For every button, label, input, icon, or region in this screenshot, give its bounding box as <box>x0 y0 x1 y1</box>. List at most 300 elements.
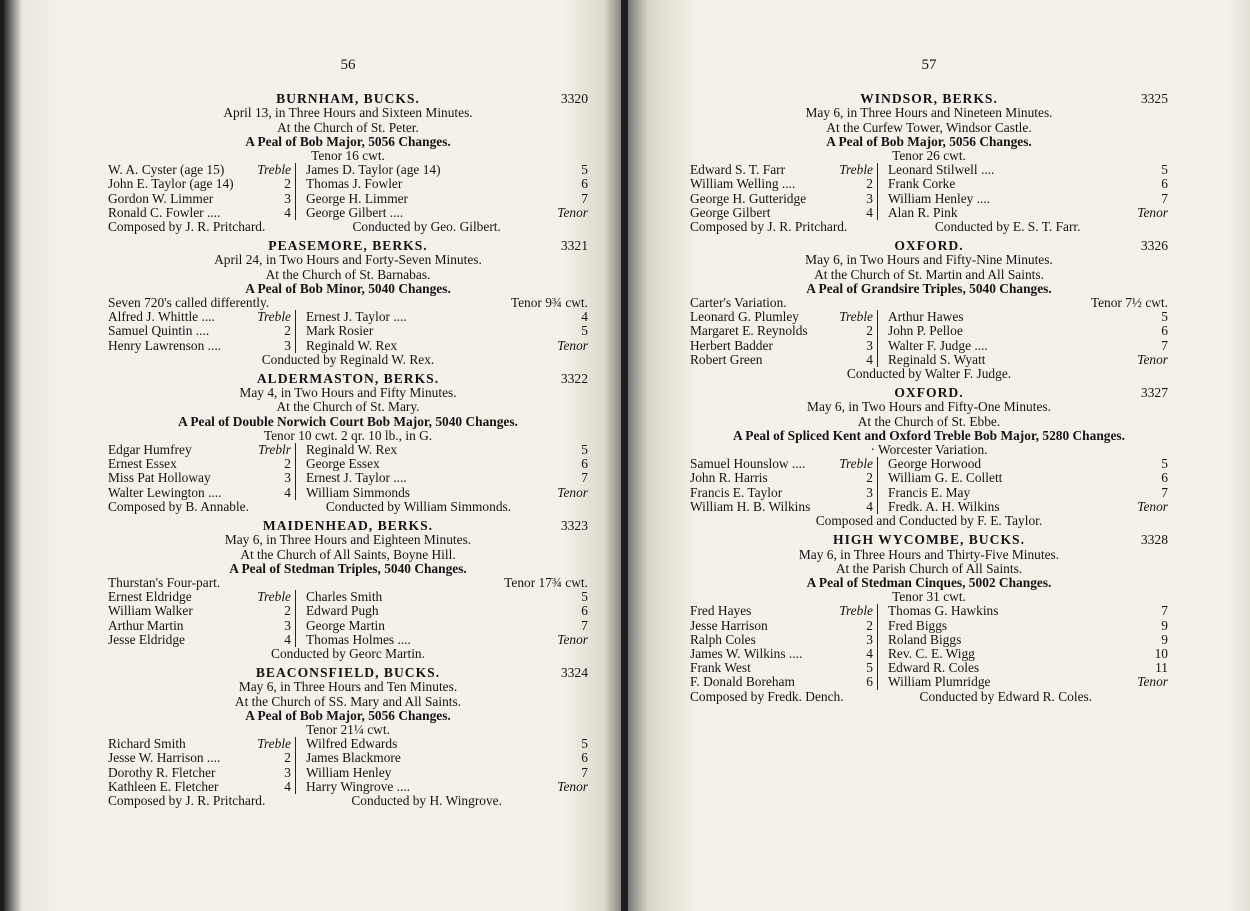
peal-number: 3320 <box>560 91 588 107</box>
ringer-name: George H. Gutteridge <box>690 190 807 206</box>
ringer-row <box>690 486 1168 500</box>
peal-detail-line: At the Church of St. Peter. <box>277 119 419 135</box>
bell-number <box>1038 471 1168 485</box>
bell-number <box>253 177 296 191</box>
ringer-name: Reginald S. Wyatt <box>888 351 986 367</box>
composed-by: Composed by B. Annable. <box>108 498 249 514</box>
tenor-line: Tenor 10 cwt. 2 qr. 10 lb., in G. <box>263 427 433 443</box>
bell-number <box>835 619 878 633</box>
ringer-name: Roland Biggs <box>888 631 962 647</box>
ringer-name: William Walker <box>108 603 193 619</box>
ringer-row <box>108 751 588 765</box>
bell-number <box>835 339 878 353</box>
peal-heading <box>690 92 1168 106</box>
ringer-name: Ernest Eldridge <box>108 589 192 605</box>
bell-label: 2 <box>866 470 873 486</box>
bell-label: Tenor <box>557 631 588 647</box>
bell-label: 2 <box>284 456 291 472</box>
peal-footer <box>108 500 588 514</box>
ringer-row <box>108 766 588 780</box>
bell-label: 4 <box>284 484 291 500</box>
peal-title: A Peal of Bob Major, 5056 Changes. <box>245 133 451 149</box>
bell-number <box>456 471 588 485</box>
bell-label: 3 <box>284 470 291 486</box>
ringer-row <box>690 633 1168 647</box>
ringers-table <box>108 737 588 794</box>
bell-label: 6 <box>581 176 588 192</box>
peal-title: A Peal of Bob Major, 5056 Changes. <box>826 133 1032 149</box>
ringer-row <box>108 471 588 485</box>
ringer-name: Samuel Quintin .... <box>108 323 210 339</box>
peal-place: BEACONSFIELD, BUCKS. <box>255 665 441 681</box>
bell-label: 10 <box>1154 645 1168 661</box>
peal-details <box>690 548 1168 576</box>
ringer-name: Wilfred Edwards <box>306 736 398 752</box>
ringer-row <box>108 590 588 604</box>
bell-number <box>1038 661 1168 675</box>
bell-label: 5 <box>866 660 873 676</box>
bell-label: Tenor <box>557 204 588 220</box>
ringers-table <box>108 310 588 353</box>
bell-label: 4 <box>284 631 291 647</box>
ringers-table <box>108 590 588 647</box>
bell-label: Tenor <box>1137 351 1168 367</box>
bell-label: 4 <box>866 351 873 367</box>
bell-label: Treblr <box>258 442 291 458</box>
ringer-name: Dorothy R. Fletcher <box>108 764 216 780</box>
ringer-row <box>690 604 1168 618</box>
ringer-name: George Gilbert .... <box>306 204 404 220</box>
bell-label: 5 <box>581 162 588 178</box>
peal-detail-line: At the Church of St. Mary. <box>276 399 420 415</box>
bell-label: 6 <box>581 750 588 766</box>
peal-detail-line: At the Curfew Tower, Windsor Castle. <box>826 119 1032 135</box>
bell-number <box>835 633 878 647</box>
composed-by: Composed by J. R. Pritchard. <box>108 792 266 808</box>
bell-label: 7 <box>581 470 588 486</box>
ringer-row <box>108 457 588 471</box>
bell-number <box>456 633 588 647</box>
bell-number <box>835 661 878 675</box>
ringer-name: Leonard G. Plumley <box>690 309 799 325</box>
bell-label: 3 <box>866 337 873 353</box>
ringer-row <box>108 633 588 647</box>
bell-label: 4 <box>866 204 873 220</box>
bell-number <box>1038 675 1168 689</box>
bell-number <box>1038 192 1168 206</box>
bell-label: Tenor <box>557 337 588 353</box>
bell-label: 4 <box>284 204 291 220</box>
ringers-table <box>690 163 1168 220</box>
bell-label: 6 <box>581 456 588 472</box>
peal-number: 3327 <box>1140 385 1168 401</box>
bell-label: Tenor <box>1137 498 1168 514</box>
bell-number <box>456 590 588 604</box>
peal-place: HIGH WYCOMBE, BUCKS. <box>833 532 1025 548</box>
peal-footer <box>108 647 588 661</box>
bell-number <box>835 471 878 485</box>
bell-label: 5 <box>1161 162 1168 178</box>
peal-detail-line: April 13, in Three Hours and Sixteen Minutes. <box>223 105 473 121</box>
bell-label: 3 <box>866 484 873 500</box>
bell-label: 6 <box>581 603 588 619</box>
bell-number <box>456 486 588 500</box>
peal-detail-line: May 6, in Three Hours and Thirty-Five Minutes. <box>798 546 1060 562</box>
bell-number <box>456 780 588 794</box>
bell-number <box>1038 324 1168 338</box>
bell-number <box>1038 486 1168 500</box>
ringer-name: Reginald W. Rex <box>306 337 398 353</box>
ringer-name: George H. Limmer <box>306 190 409 206</box>
peal-details <box>108 253 588 281</box>
bell-number <box>253 206 296 220</box>
method-note <box>690 296 1168 310</box>
ringer-row <box>108 780 588 794</box>
ringer-row <box>108 737 588 751</box>
peal-number: 3324 <box>560 665 588 681</box>
bell-number <box>835 457 878 471</box>
bell-label: 4 <box>866 645 873 661</box>
ringer-name: William Henley .... <box>888 190 991 206</box>
ringer-name: Miss Pat Holloway <box>108 470 211 486</box>
bell-number <box>253 590 296 604</box>
peal-detail-line: May 4, in Two Hours and Fifty Minutes. <box>239 385 457 401</box>
left-column <box>108 58 588 813</box>
peal-record <box>108 92 588 234</box>
ringer-row <box>108 339 588 353</box>
ringer-name: George Gilbert <box>690 204 771 220</box>
bell-number <box>456 443 588 457</box>
peal-footer <box>690 690 1168 704</box>
bell-number <box>1038 633 1168 647</box>
bell-label: 9 <box>1161 631 1168 647</box>
peal-number: 3325 <box>1140 91 1168 107</box>
bell-label: 2 <box>284 603 291 619</box>
tenor-line: Tenor 26 cwt. <box>892 148 966 164</box>
ringer-name: Jesse Eldridge <box>108 631 185 647</box>
ringer-name: Reginald W. Rex <box>306 442 398 458</box>
peal-details <box>108 386 588 414</box>
ringer-name: Kathleen E. Fletcher <box>108 778 219 794</box>
peal-heading <box>690 533 1168 547</box>
peal-details <box>690 400 1168 428</box>
ringer-name: Alan R. Pink <box>888 204 958 220</box>
conducted-by: Conducted by E. S. T. Farr. <box>934 219 1081 235</box>
bell-number <box>835 163 878 177</box>
bell-label: 4 <box>581 309 588 325</box>
conducted-by: Conducted by William Simmonds. <box>325 498 512 514</box>
conducted-by: Conducted by Reginald W. Rex. <box>261 351 435 367</box>
bell-label: 4 <box>284 778 291 794</box>
bell-number <box>835 604 878 618</box>
bell-label: 7 <box>1161 337 1168 353</box>
peal-detail-line: At the Church of SS. Mary and All Saints. <box>234 693 462 709</box>
peal-detail-line: May 6, in Three Hours and Nineteen Minutes. <box>805 105 1053 121</box>
ringer-name: Arthur Hawes <box>888 309 964 325</box>
ringer-name: James D. Taylor (age 14) <box>306 162 441 178</box>
bell-number <box>456 457 588 471</box>
bell-label: Tenor <box>557 778 588 794</box>
peal-record <box>690 92 1168 234</box>
conducted-by: Conducted by Geo. Gilbert. <box>352 219 501 235</box>
right-column <box>690 58 1168 709</box>
ringer-name: Thomas J. Fowler <box>306 176 403 192</box>
bell-number <box>253 310 296 324</box>
bell-number <box>456 324 588 338</box>
method-note-right: Tenor 7½ cwt. <box>1090 295 1168 311</box>
bell-number <box>835 192 878 206</box>
bell-number <box>835 647 878 661</box>
bell-number <box>253 192 296 206</box>
ringer-row <box>690 661 1168 675</box>
bell-label: 2 <box>284 176 291 192</box>
bell-number <box>456 737 588 751</box>
ringer-name: George Essex <box>306 456 380 472</box>
peal-heading <box>108 519 588 533</box>
peal-footer <box>690 514 1168 528</box>
peal-detail-line: At the Parish Church of All Saints. <box>835 560 1023 576</box>
ringer-name: Walter Lewington .... <box>108 484 222 500</box>
bell-number <box>835 675 878 689</box>
bell-label: 2 <box>284 323 291 339</box>
bell-number <box>253 443 296 457</box>
bell-label: 7 <box>1161 603 1168 619</box>
ringer-name: William Simmonds <box>306 484 410 500</box>
bell-number <box>253 737 296 751</box>
bell-number <box>835 500 878 514</box>
bell-number <box>253 339 296 353</box>
bell-label: 5 <box>581 323 588 339</box>
bell-number <box>456 177 588 191</box>
peal-record <box>108 666 588 808</box>
bell-label: 7 <box>581 190 588 206</box>
peal-details <box>108 106 588 134</box>
conducted-by: Conducted by Edward R. Coles. <box>919 688 1093 704</box>
ringer-name: Mark Rosier <box>306 323 374 339</box>
ringer-name: William G. E. Collett <box>888 470 1003 486</box>
bell-label: 3 <box>284 337 291 353</box>
peal-detail-line: May 6, in Two Hours and Fifty-Nine Minutes. <box>805 252 1053 268</box>
peal-heading <box>108 372 588 386</box>
ringer-name: Edward Pugh <box>306 603 379 619</box>
ringer-name: John E. Taylor (age 14) <box>108 176 234 192</box>
peal-detail-line: May 6, in Two Hours and Fifty-One Minutes. <box>807 399 1051 415</box>
tenor-line: Tenor 16 cwt. <box>311 148 385 164</box>
peal-place: BURNHAM, BUCKS. <box>276 91 420 107</box>
ringer-name: Samuel Hounslow .... <box>690 456 806 472</box>
peal-title: A Peal of Spliced Kent and Oxford Treble Bob Major, 5280 Changes. <box>733 427 1125 443</box>
ringer-name: Ralph Coles <box>690 631 756 647</box>
ringer-row <box>690 647 1168 661</box>
ringer-name: William Welling .... <box>690 176 796 192</box>
bell-label: 11 <box>1155 660 1168 676</box>
ringer-row <box>108 163 588 177</box>
ringer-name: Ernest J. Taylor .... <box>306 470 407 486</box>
peal-record <box>690 386 1168 528</box>
bell-label: Treble <box>257 589 291 605</box>
peal-record <box>690 239 1168 381</box>
ringer-row <box>108 604 588 618</box>
ringers-table <box>690 457 1168 514</box>
ringer-name: Arthur Martin <box>108 617 184 633</box>
peal-record <box>108 519 588 661</box>
peal-record <box>690 533 1168 703</box>
tenor-line: · Worcester Variation. <box>870 442 988 458</box>
ringer-name: Herbert Badder <box>690 337 773 353</box>
peal-detail-line: May 6, in Three Hours and Eighteen Minutes. <box>224 532 472 548</box>
method-note-right: Tenor 17¾ cwt. <box>504 574 588 590</box>
peal-title: A Peal of Grandsire Triples, 5040 Changes. <box>806 280 1052 296</box>
ringer-name: Richard Smith <box>108 736 186 752</box>
bell-label: 2 <box>866 617 873 633</box>
bell-label: Treble <box>257 736 291 752</box>
ringer-row <box>690 206 1168 220</box>
bell-number <box>456 766 588 780</box>
peal-detail-line: At the Church of All Saints, Boyne Hill. <box>240 546 456 562</box>
ringer-name: Henry Lawrenson .... <box>108 337 222 353</box>
bell-number <box>835 324 878 338</box>
bell-label: Treble <box>839 456 873 472</box>
bell-number <box>253 633 296 647</box>
bell-number <box>253 163 296 177</box>
peal-title: A Peal of Bob Minor, 5040 Changes. <box>245 280 451 296</box>
bell-label: 2 <box>284 750 291 766</box>
peal-number: 3321 <box>560 238 588 254</box>
ringer-row <box>690 177 1168 191</box>
bell-number <box>456 619 588 633</box>
ringer-name: William Henley <box>306 764 392 780</box>
ringer-name: George Horwood <box>888 456 982 472</box>
ringer-name: Walter F. Judge .... <box>888 337 988 353</box>
ringer-name: Fred Biggs <box>888 617 948 633</box>
page-number: 56 <box>340 57 356 73</box>
bell-label: 2 <box>866 323 873 339</box>
bell-number <box>253 780 296 794</box>
bell-number <box>253 751 296 765</box>
bell-number <box>253 486 296 500</box>
bell-number <box>253 766 296 780</box>
bell-label: 3 <box>866 190 873 206</box>
ringer-name: Margaret E. Reynolds <box>690 323 808 339</box>
bell-label: Treble <box>839 309 873 325</box>
peal-footer <box>108 353 588 367</box>
composed-by: Composed by J. R. Pritchard. <box>108 219 266 235</box>
ringer-row <box>108 443 588 457</box>
ringers-table <box>108 163 588 220</box>
bell-number <box>835 486 878 500</box>
bell-label: 3 <box>284 190 291 206</box>
bell-number <box>1038 177 1168 191</box>
bell-number <box>835 206 878 220</box>
ringer-name: Edward R. Coles <box>888 660 980 676</box>
ringers-table <box>690 604 1168 689</box>
bell-label: 7 <box>581 617 588 633</box>
peal-place: ALDERMASTON, BERKS. <box>256 371 440 387</box>
bell-number <box>1038 619 1168 633</box>
peal-heading <box>108 239 588 253</box>
ringer-row <box>690 353 1168 367</box>
ringer-name: Jesse W. Harrison .... <box>108 750 221 766</box>
peal-number: 3328 <box>1140 532 1168 548</box>
bell-number <box>835 353 878 367</box>
bell-number <box>456 751 588 765</box>
bell-label: Treble <box>257 309 291 325</box>
ringer-row <box>690 500 1168 514</box>
ringer-name: Francis E. Taylor <box>690 484 783 500</box>
peal-place: OXFORD. <box>894 238 964 254</box>
peal-place: PEASEMORE, BERKS. <box>268 238 428 254</box>
ringer-row <box>108 192 588 206</box>
ringer-name: Frank West <box>690 660 751 676</box>
peal-heading <box>690 239 1168 253</box>
left-page <box>4 0 621 911</box>
bell-label: Tenor <box>1137 204 1168 220</box>
ringer-name: James Blackmore <box>306 750 401 766</box>
bell-number <box>1038 353 1168 367</box>
page-number: 57 <box>921 57 937 73</box>
peal-details <box>108 680 588 708</box>
ringer-row <box>108 486 588 500</box>
ringer-row <box>108 310 588 324</box>
bell-label: Treble <box>839 603 873 619</box>
peal-footer <box>108 220 588 234</box>
bell-label: 5 <box>1161 456 1168 472</box>
method-note <box>108 296 588 310</box>
bell-number <box>1038 457 1168 471</box>
ringer-name: William Plumridge <box>888 674 991 690</box>
tenor-line: Tenor 21¼ cwt. <box>306 721 390 737</box>
bell-label: 5 <box>581 736 588 752</box>
bell-number <box>456 604 588 618</box>
peal-footer <box>108 794 588 808</box>
right-peal-list <box>690 92 1168 704</box>
conducted-by: Conducted by Walter F. Judge. <box>846 366 1012 382</box>
bell-label: 9 <box>1161 617 1168 633</box>
ringer-name: Charles Smith <box>306 589 383 605</box>
bell-number <box>1038 339 1168 353</box>
ringer-name: John R. Harris <box>690 470 768 486</box>
bell-label: 3 <box>284 764 291 780</box>
ringer-name: Edgar Humfrey <box>108 442 192 458</box>
peal-heading <box>690 386 1168 400</box>
method-note-left: Carter's Variation. <box>690 295 787 311</box>
bell-label: Treble <box>257 162 291 178</box>
ringer-name: Ernest Essex <box>108 456 177 472</box>
bell-number <box>1038 206 1168 220</box>
ringer-row <box>108 619 588 633</box>
peal-details <box>690 106 1168 134</box>
peal-footer <box>690 367 1168 381</box>
ringer-name: Jesse Harrison <box>690 617 768 633</box>
ringer-name: William H. B. Wilkins <box>690 498 811 514</box>
ringer-name: Rev. C. E. Wigg <box>888 645 975 661</box>
ringer-row <box>690 163 1168 177</box>
ringer-name: F. Donald Boreham <box>690 674 795 690</box>
bell-number <box>456 192 588 206</box>
ringer-name: Fredk. A. H. Wilkins <box>888 498 1000 514</box>
ringer-name: George Martin <box>306 617 385 633</box>
peal-detail-line: April 24, in Two Hours and Forty-Seven Minutes. <box>214 252 482 268</box>
peal-title: A Peal of Stedman Triples, 5040 Changes. <box>229 560 467 576</box>
bell-number <box>456 339 588 353</box>
ringer-row <box>690 675 1168 689</box>
ringers-table <box>108 443 588 500</box>
ringer-row <box>690 324 1168 338</box>
right-page <box>628 0 1250 911</box>
bell-number <box>456 163 588 177</box>
peal-title: A Peal of Bob Major, 5056 Changes. <box>245 707 451 723</box>
composed-by: Composed by Fredk. Dench. <box>690 688 844 704</box>
